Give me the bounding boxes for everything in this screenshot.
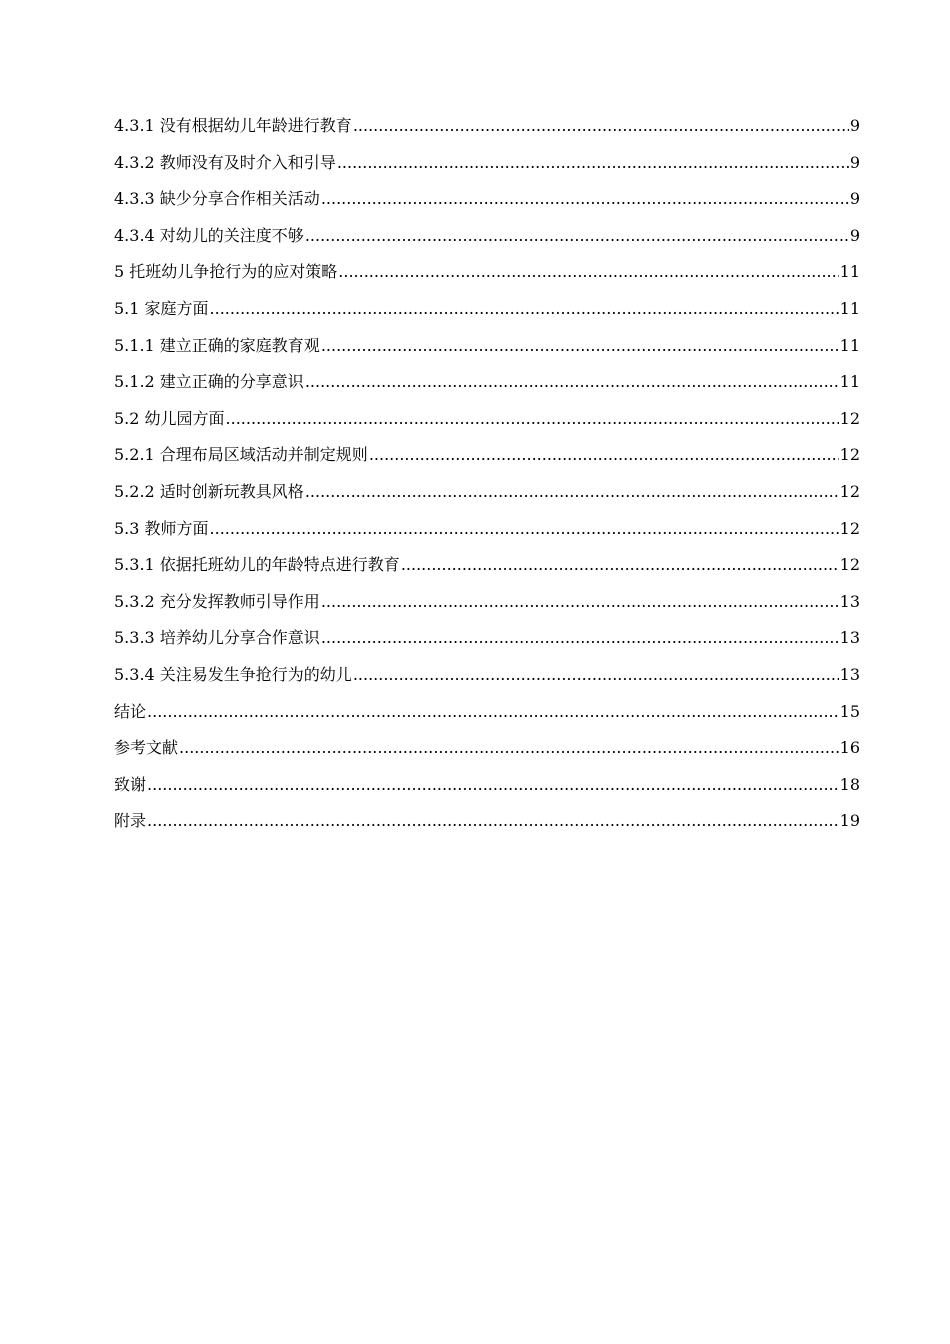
dot-leader xyxy=(147,772,839,798)
toc-entry[interactable] xyxy=(114,735,860,772)
table-of-contents xyxy=(114,113,860,845)
toc-entry[interactable] xyxy=(114,772,860,809)
dot-leader xyxy=(147,808,839,834)
toc-entry-title: 5.1.2 建立正确的分享意识 xyxy=(114,372,304,392)
toc-entry[interactable] xyxy=(114,223,860,260)
toc-entry-page: 16 xyxy=(839,738,860,758)
toc-entry-page: 13 xyxy=(839,664,860,684)
toc-entry-title: 附录 xyxy=(114,811,147,831)
toc-entry[interactable] xyxy=(114,406,860,443)
toc-entry[interactable] xyxy=(114,259,860,296)
toc-entry-title: 5.3.3 培养幼儿分享合作意识 xyxy=(114,628,320,648)
toc-entry-page: 9 xyxy=(849,116,860,135)
dot-leader xyxy=(210,296,839,322)
toc-entry-title: 5.2 幼儿园方面 xyxy=(114,408,225,428)
toc-entry[interactable] xyxy=(114,186,860,223)
dot-leader xyxy=(305,479,839,505)
toc-entry[interactable] xyxy=(114,662,860,699)
toc-entry[interactable] xyxy=(114,369,860,406)
dot-leader xyxy=(401,552,839,578)
toc-entry[interactable] xyxy=(114,150,860,187)
toc-entry-title: 5.3 教师方面 xyxy=(114,518,209,538)
dot-leader xyxy=(353,662,839,688)
toc-entry-page: 11 xyxy=(839,372,860,392)
toc-entry-title: 参考文献 xyxy=(114,738,179,758)
toc-entry[interactable] xyxy=(114,296,860,333)
dot-leader xyxy=(321,625,839,651)
dot-leader xyxy=(353,113,849,139)
toc-entry-title: 5.3.2 充分发挥教师引导作用 xyxy=(114,591,320,611)
toc-entry-title: 结论 xyxy=(114,701,147,721)
dot-leader xyxy=(321,589,839,615)
toc-entry-page: 9 xyxy=(849,225,860,245)
toc-entry-page: 12 xyxy=(839,518,860,538)
dot-leader xyxy=(321,186,849,212)
toc-entry[interactable] xyxy=(114,333,860,370)
toc-entry-page: 12 xyxy=(839,445,860,465)
toc-entry-page: 15 xyxy=(839,701,860,721)
toc-entry-title: 4.3.3 缺少分享合作相关活动 xyxy=(114,189,320,209)
toc-entry-page: 18 xyxy=(839,774,860,794)
dot-leader xyxy=(305,369,839,395)
dot-leader xyxy=(179,735,839,761)
toc-entry-page: 9 xyxy=(849,152,860,172)
dot-leader xyxy=(369,442,839,468)
toc-entry-title: 5.2.2 适时创新玩教具风格 xyxy=(114,481,304,501)
toc-entry-page: 12 xyxy=(839,481,860,501)
toc-entry-page: 11 xyxy=(839,298,860,318)
toc-entry-page: 12 xyxy=(839,408,860,428)
toc-entry-title: 5.1 家庭方面 xyxy=(114,298,209,318)
toc-entry[interactable] xyxy=(114,589,860,626)
toc-entry[interactable] xyxy=(114,516,860,553)
dot-leader xyxy=(321,333,839,359)
toc-entry-title: 5.1.1 建立正确的家庭教育观 xyxy=(114,335,320,355)
toc-entry[interactable] xyxy=(114,552,860,589)
toc-entry-title: 致谢 xyxy=(114,774,147,794)
toc-entry-page: 13 xyxy=(839,628,860,648)
toc-entry-page: 11 xyxy=(839,262,860,282)
toc-entry-title: 5.3.4 关注易发生争抢行为的幼儿 xyxy=(114,664,352,684)
dot-leader xyxy=(147,699,839,725)
toc-entry[interactable] xyxy=(114,442,860,479)
toc-entry-title: 4.3.2 教师没有及时介入和引导 xyxy=(114,152,336,172)
toc-entry-page: 19 xyxy=(839,811,860,831)
toc-entry-page: 13 xyxy=(839,591,860,611)
dot-leader xyxy=(210,516,839,542)
toc-entry[interactable] xyxy=(114,625,860,662)
toc-entry[interactable] xyxy=(114,808,860,845)
dot-leader xyxy=(226,406,839,432)
toc-entry-title: 4.3.4 对幼儿的关注度不够 xyxy=(114,225,304,245)
dot-leader xyxy=(338,259,838,285)
toc-entry-title: 5.3.1 依据托班幼儿的年龄特点进行教育 xyxy=(114,555,400,575)
toc-entry[interactable] xyxy=(114,113,860,150)
toc-entry[interactable] xyxy=(114,699,860,736)
dot-leader xyxy=(305,223,849,249)
toc-entry-page: 9 xyxy=(849,189,860,209)
toc-entry-title: 4.3.1 没有根据幼儿年龄进行教育 xyxy=(114,116,352,135)
dot-leader xyxy=(337,150,849,176)
toc-entry-title: 5 托班幼儿争抢行为的应对策略 xyxy=(114,262,338,282)
toc-entry[interactable] xyxy=(114,479,860,516)
toc-entry-title: 5.2.1 合理布局区域活动并制定规则 xyxy=(114,445,368,465)
toc-entry-page: 11 xyxy=(839,335,860,355)
toc-entry-page: 12 xyxy=(839,555,860,575)
